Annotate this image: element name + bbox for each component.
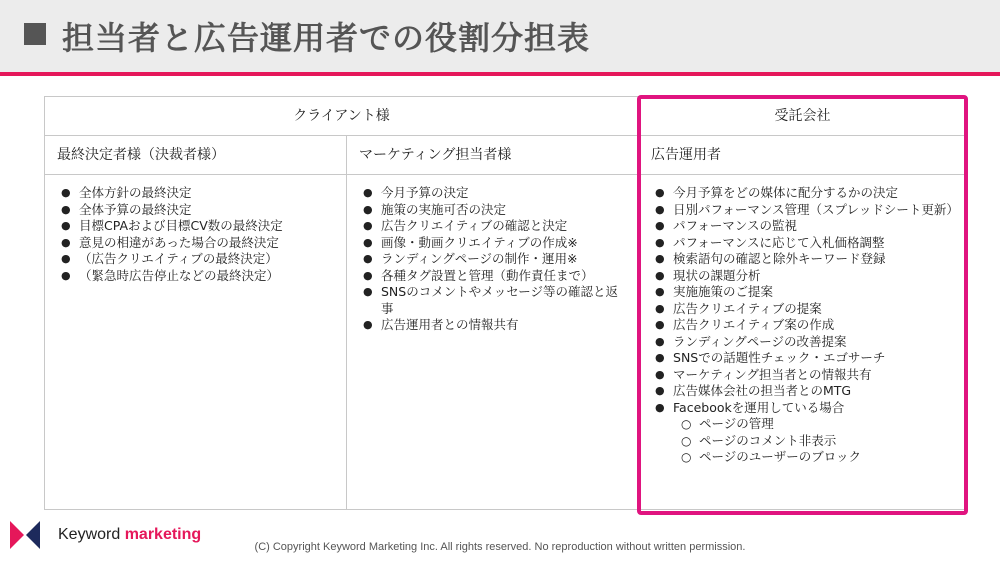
page-title: 担当者と広告運用者での役割分担表 <box>62 19 591 57</box>
list-item: ● SNSのコメントやメッセージ等の確認と返事 <box>361 284 628 317</box>
list-item: ● 広告運用者との情報共有 <box>361 317 628 334</box>
list-item: ● （緊急時広告停止などの最終決定） <box>59 268 336 285</box>
list-item: ● パフォーマンスの監視 <box>653 218 956 235</box>
list-item: ● 広告媒体会社の担当者とのMTG <box>653 383 956 400</box>
list-item: ● ランディングページの改善提案 <box>653 334 956 351</box>
list-item: ● Facebookを運用している場合 <box>653 400 956 417</box>
list-item: ● 施策の実施可否の決定 <box>361 202 628 219</box>
decision-maker-cell <box>45 175 347 510</box>
list-item: ● 画像・動画クリエイティブの作成※ <box>361 235 628 252</box>
sub-list-item: ○ ページの管理 <box>681 416 956 433</box>
marketing-staff-cell <box>347 175 639 510</box>
list-item: ● パフォーマンスに応じて入札価格調整 <box>653 235 956 252</box>
client-header: クライアント様 <box>45 97 639 136</box>
ad-operator-list <box>653 185 959 416</box>
list-item: ● マーケティング担当者との情報共有 <box>653 367 956 384</box>
agency-header: 受託会社 <box>639 97 967 136</box>
title-bar <box>0 0 1000 72</box>
ad-operator-cell <box>639 175 967 510</box>
copyright-notice: (C) Copyright Keyword Marketing Inc. All rights reserved. No reproduction without written permission. <box>254 541 746 553</box>
list-item: ● 実施施策のご提案 <box>653 284 956 301</box>
list-item: ● ランディングページの制作・運用※ <box>361 251 628 268</box>
list-item: ● 広告クリエイティブの確認と決定 <box>361 218 628 235</box>
title-square-icon <box>24 23 46 45</box>
decision-maker-heading: 最終決定者様（決裁者様） <box>45 136 347 175</box>
list-item: ● 検索語句の確認と除外キーワード登録 <box>653 251 956 268</box>
facebook-sub-list <box>653 416 956 466</box>
decision-maker-list <box>59 185 336 284</box>
sub-list-item: ○ ページのユーザーのブロック <box>681 449 956 466</box>
sub-list-item: ○ ページのコメント非表示 <box>681 433 956 450</box>
marketing-staff-list <box>361 185 628 334</box>
list-item: ● 意見の相違があった場合の最終決定 <box>59 235 336 252</box>
list-item: ● 広告クリエイティブの提案 <box>653 301 956 318</box>
list-item: ● 全体方針の最終決定 <box>59 185 336 202</box>
list-item: ● （広告クリエイティブの最終決定） <box>59 251 336 268</box>
brand-name-part2: marketing <box>124 526 202 543</box>
title-underline <box>0 72 1000 76</box>
list-item: ● 全体予算の最終決定 <box>59 202 336 219</box>
list-item: ● 現状の課題分析 <box>653 268 956 285</box>
list-item: ● 今月予算の決定 <box>361 185 628 202</box>
list-item: ● 目標CPAおよび目標CV数の最終決定 <box>59 218 336 235</box>
list-item: ● SNSでの話題性チェック・エゴサーチ <box>653 350 956 367</box>
brand-name-part1: Keyword <box>58 526 125 543</box>
list-item: ● 日別パフォーマンス管理（スプレッドシート更新） <box>653 202 956 219</box>
marketing-staff-heading: マーケティング担当者様 <box>347 136 639 175</box>
role-table <box>44 96 967 510</box>
ad-operator-heading: 広告運用者 <box>639 136 967 175</box>
list-item: ● 各種タグ設置と管理（動作責任まで） <box>361 268 628 285</box>
list-item: ● 広告クリエイティブ案の作成 <box>653 317 956 334</box>
list-item: ● 今月予算をどの媒体に配分するかの決定 <box>653 185 956 202</box>
